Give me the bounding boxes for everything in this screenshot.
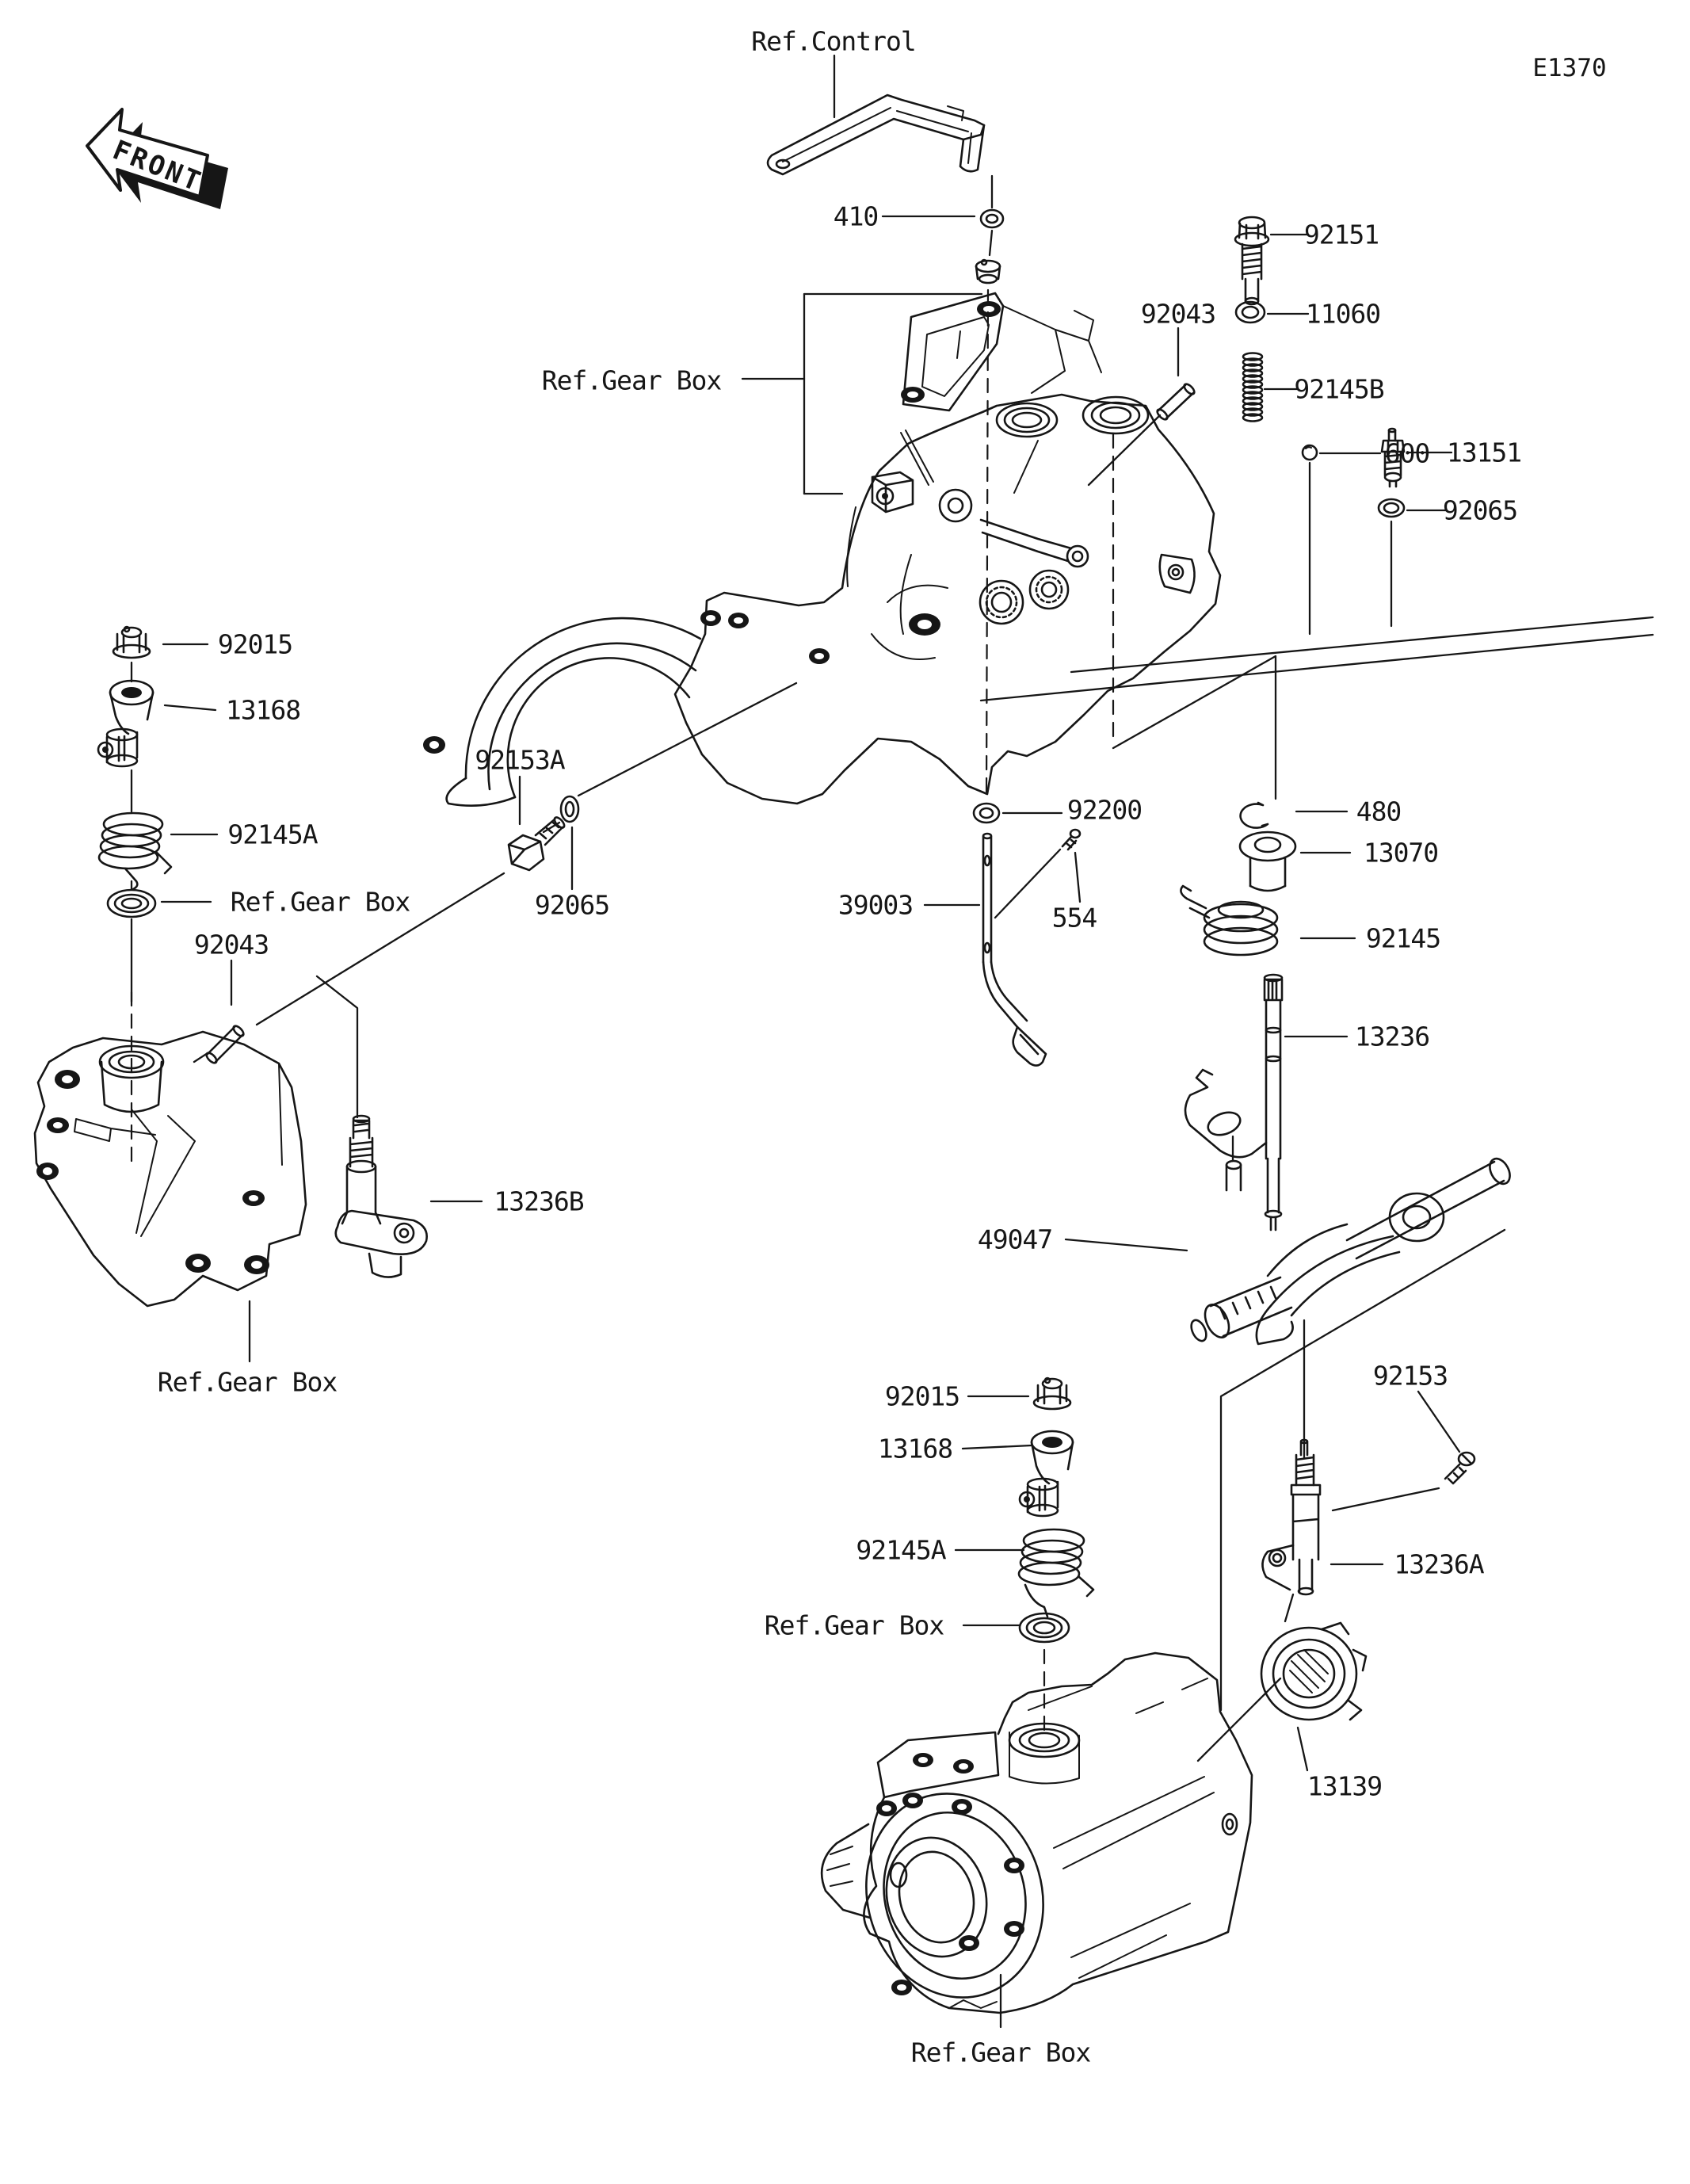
label-49047: 49047: [977, 1224, 1053, 1255]
leader-line: [1089, 415, 1160, 485]
label-92043-top: 92043: [1140, 298, 1216, 330]
label-13236: 13236: [1354, 1021, 1430, 1052]
label-13168-left: 13168: [225, 694, 301, 726]
dowel-pin-left-art: [205, 1025, 246, 1065]
leader-line: [578, 683, 796, 796]
label-92015-lower: 92015: [884, 1380, 960, 1412]
screw-92153-art: [1445, 1453, 1474, 1483]
label-92015-left: 92015: [217, 628, 293, 660]
label-92151: 92151: [1303, 219, 1379, 250]
label-13236a: 13236A: [1394, 1548, 1484, 1580]
label-92145b: 92145B: [1294, 373, 1384, 405]
label-92065-left: 92065: [534, 889, 610, 921]
label-ref-gear-box-bottom: Ref.Gear Box: [910, 2037, 1091, 2068]
label-92200: 92200: [1066, 794, 1143, 826]
label-92145a-left: 92145A: [227, 819, 318, 850]
leader-line: [981, 635, 1653, 701]
label-92145a-lower: 92145A: [856, 1534, 946, 1566]
label-92153a: 92153A: [475, 744, 565, 776]
change-lever-parts-left-art: [98, 627, 171, 917]
leader-line: [165, 705, 216, 710]
label-554: 554: [1051, 902, 1097, 934]
label-ref-control: Ref.Control: [751, 25, 916, 57]
leader-line: [1066, 1239, 1187, 1250]
leader-line: [1285, 1594, 1293, 1621]
shaft-13236b-art: [336, 1116, 427, 1277]
label-600: 600: [1384, 437, 1430, 469]
ref-control-lever-art: [768, 95, 984, 174]
leader-line: [963, 1445, 1032, 1449]
leader-line: [990, 231, 992, 255]
shift-rod-art: [983, 830, 1080, 1066]
leader-line: [1075, 853, 1080, 902]
front-arrow-text: FRONT: [108, 134, 208, 199]
leader-line: [1333, 1488, 1439, 1510]
label-92065-right: 92065: [1442, 494, 1518, 526]
shift-fork-art: [1188, 1155, 1514, 1344]
label-ref-gear-box-left: Ref.Gear Box: [230, 886, 410, 918]
label-11060: 11060: [1305, 298, 1381, 330]
bearing-holder-13139-art: [1261, 1623, 1366, 1720]
center-lines: [132, 290, 1113, 1739]
left-cover-art: [35, 1032, 306, 1306]
label-410: 410: [833, 200, 879, 232]
label-ref-gear-box-bottom-left: Ref.Gear Box: [157, 1366, 338, 1398]
label-13168-lower: 13168: [877, 1433, 953, 1464]
label-92153: 92153: [1372, 1360, 1448, 1392]
page-code: E1370: [1532, 54, 1607, 82]
shaft-13236a-art: [1262, 1440, 1320, 1594]
label-13151: 13151: [1446, 437, 1522, 468]
leader-line: [986, 290, 988, 797]
label-13236b: 13236B: [494, 1186, 584, 1217]
label-39003: 39003: [837, 889, 914, 921]
label-480: 480: [1356, 796, 1402, 827]
label-ref-gear-box-lower-mid: Ref.Gear Box: [764, 1609, 944, 1641]
label-92145-right: 92145: [1365, 922, 1441, 954]
shift-shaft-parts-right-art: [1181, 803, 1295, 1230]
front-arrow-icon: [87, 109, 228, 209]
label-ref-gear-box-top: Ref.Gear Box: [541, 365, 722, 396]
change-lever-parts-lower-art: [1019, 1378, 1093, 1642]
label-92043-left: 92043: [193, 929, 269, 960]
detent-parts-art: [1235, 217, 1404, 517]
label-13070: 13070: [1363, 837, 1439, 869]
dowel-pin-top-art: [1156, 383, 1196, 422]
leader-line: [317, 976, 357, 1117]
leader-line: [1113, 656, 1276, 799]
label-13139: 13139: [1307, 1770, 1383, 1802]
leader-line: [995, 850, 1060, 918]
leader-line: [1298, 1728, 1307, 1770]
leader-line: [194, 1053, 208, 1062]
bottom-housing-art: [822, 1653, 1252, 2018]
washer-92200-art: [974, 804, 999, 823]
leader-line: [1418, 1392, 1459, 1452]
